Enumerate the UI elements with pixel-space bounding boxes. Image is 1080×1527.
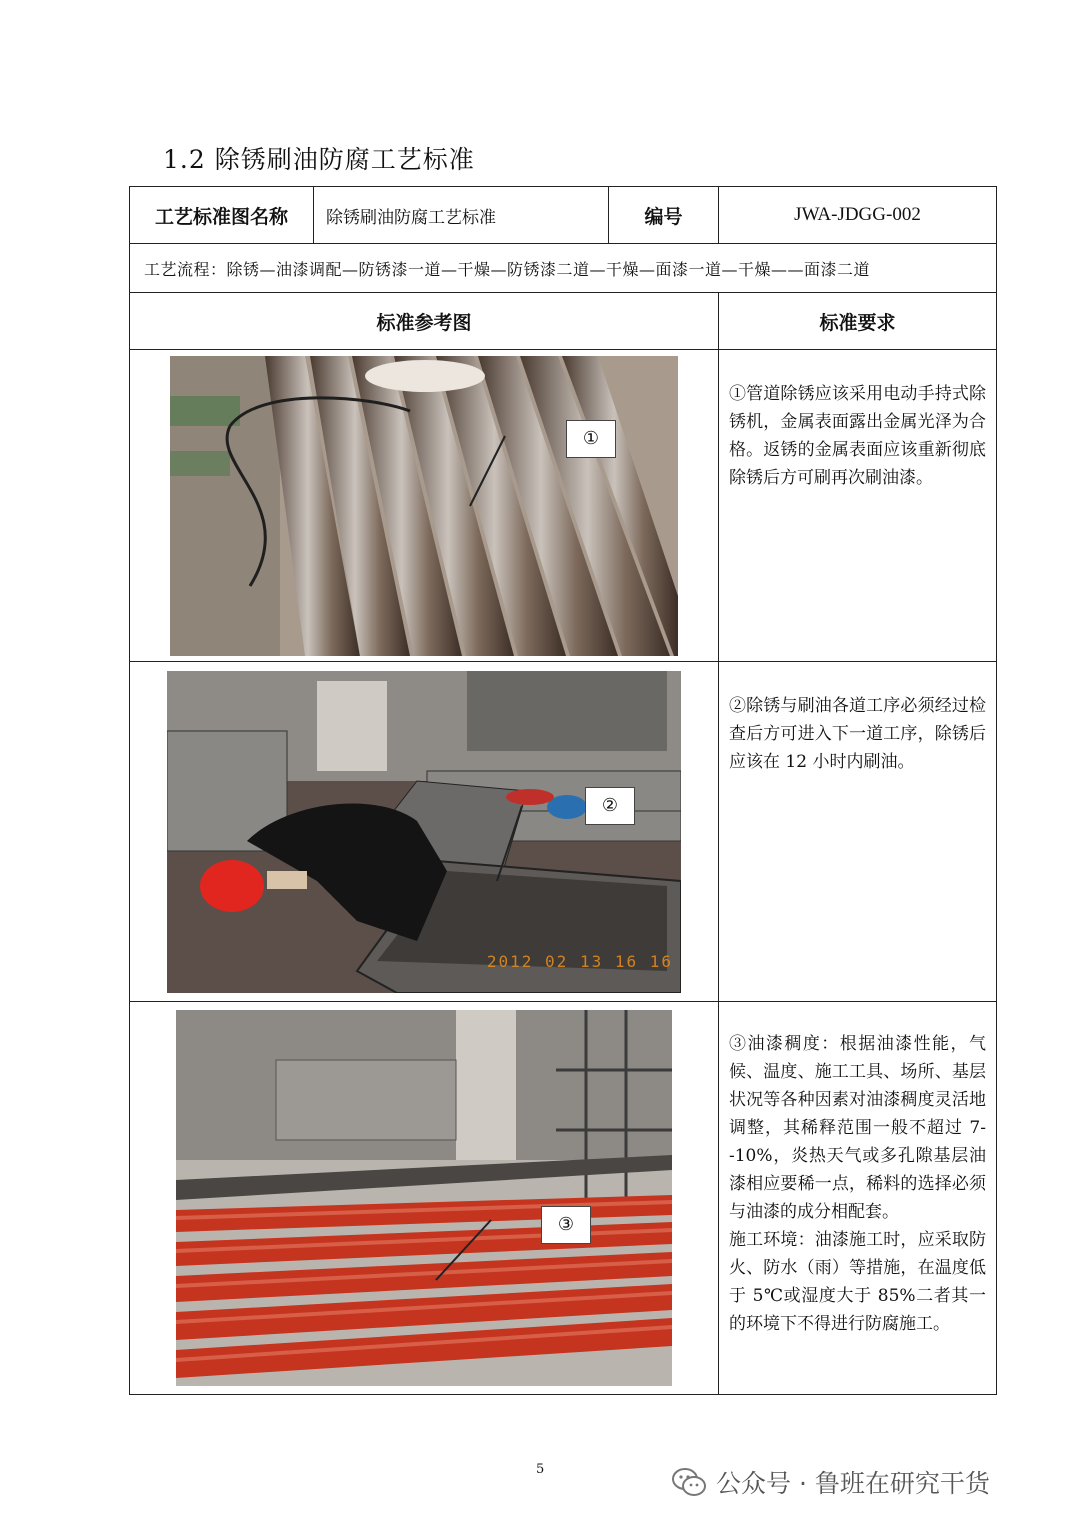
callout-marker: ① [566, 420, 616, 458]
reference-photo-cell [130, 1002, 719, 1395]
code-label: 编号 [609, 187, 719, 244]
reference-photo-cell [130, 662, 719, 1002]
requirement-extra-text: 施工环境：油漆施工时，应采取防火、防水（雨）等措施，在温度低于 5℃或湿度大于 85%二者其一的环境下不得进行防腐施工。 [729, 1230, 986, 1334]
reference-photo-cell [130, 350, 719, 662]
inspection-photo [167, 671, 681, 993]
watermark [672, 1462, 990, 1502]
pipes-illustration [170, 356, 678, 656]
process-flow-row [130, 244, 997, 293]
section-title: 1.2 除锈刷油防腐工艺标准 [163, 145, 475, 174]
red-pipes-illustration [176, 1010, 672, 1386]
table-header-row [130, 187, 997, 244]
callout-marker: ② [585, 787, 635, 825]
requirement-text: ③油漆稠度：根据油漆性能，气候、温度、施工工具、场所、基层状况等各种因素对油漆稠度灵活地调整，其稀释范围一般不超过 7--10%，炎热天气或多孔隙基层油漆相应要稀一点，稀料的选择必须与油漆的成分相配套。 [729, 1034, 986, 1222]
process-flow: 工艺流程：除锈—油漆调配—防锈漆一道—干燥—防锈漆二道—干燥—面漆一道—干燥——面漆二道 [130, 244, 997, 293]
reference-image-header: 标准参考图 [130, 293, 719, 350]
page-number: 5 [536, 1462, 545, 1477]
wechat-icon [672, 1467, 706, 1497]
table-row [130, 1002, 997, 1395]
watermark-text: 公众号 · 鲁班在研究干货 [716, 1469, 990, 1498]
name-label: 工艺标准图名称 [130, 187, 314, 244]
code-value: JWA-JDGG-002 [719, 187, 997, 244]
requirement-text: ①管道除锈应该采用电动手持式除锈机，金属表面露出金属光泽为合格。返锈的金属表面应该重新彻底除锈后方可刷再次刷油漆。 [719, 350, 997, 662]
column-header-row [130, 293, 997, 350]
duct-workshop-illustration [167, 671, 681, 993]
requirement-cell [719, 1002, 997, 1395]
requirement-text: ②除锈与刷油各道工序必须经过检查后方可进入下一道工序，除锈后应该在 12 小时内刷油。 [719, 662, 997, 1002]
photo-timestamp: 2012 02 13 16 16 [486, 951, 673, 971]
table-row [130, 350, 997, 662]
rust-removal-photo [170, 356, 678, 656]
painted-pipes-photo [176, 1010, 672, 1386]
name-value: 除锈刷油防腐工艺标准 [314, 187, 609, 244]
callout-marker: ③ [541, 1206, 591, 1244]
process-standard-table [129, 186, 997, 1395]
requirements-header: 标准要求 [719, 293, 997, 350]
table-row [130, 662, 997, 1002]
